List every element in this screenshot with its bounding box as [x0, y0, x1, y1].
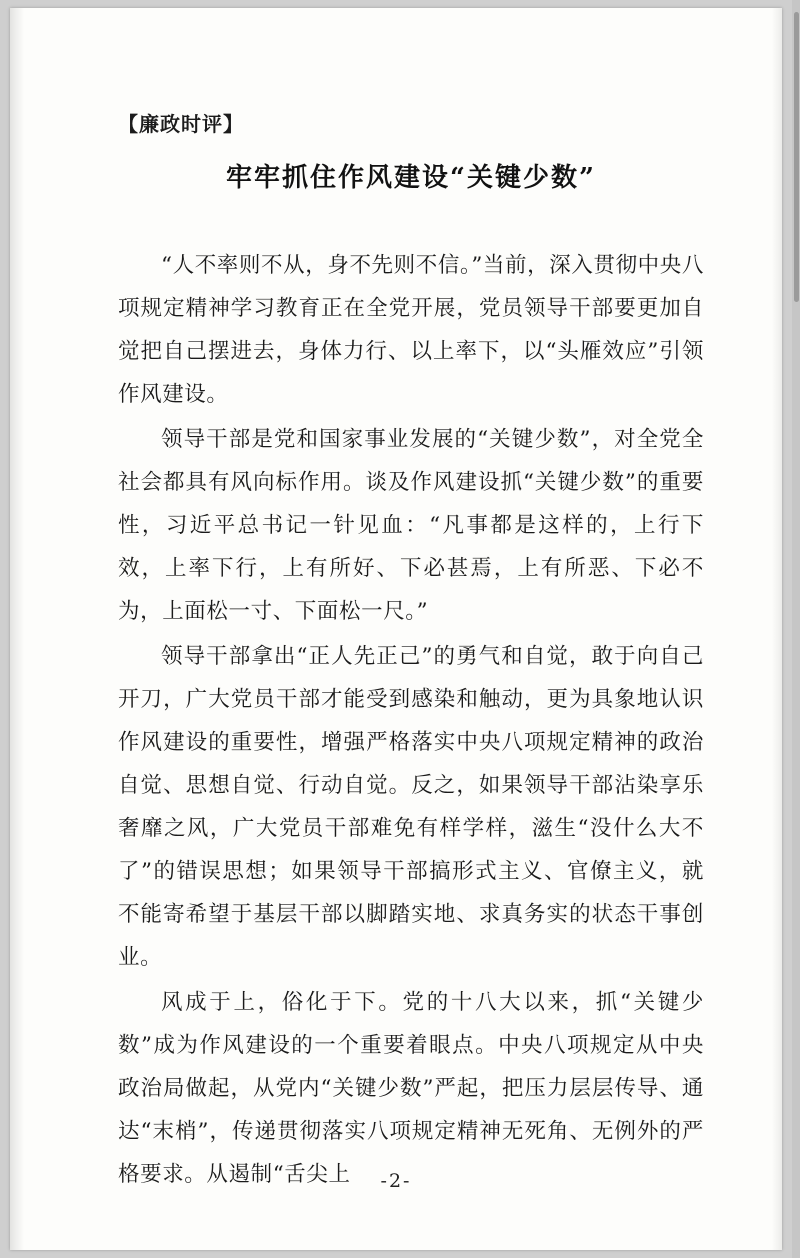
page-content — [10, 8, 782, 1250]
page-number: -2- — [380, 1170, 412, 1192]
vertical-scrollbar[interactable] — [792, 0, 800, 1258]
body-paragraph-2: 领导干部是党和国家事业发展的“关键少数”，对全党全社会都具有风向标作用。谈及作风建设抓“关键少数”的重要性，习近平总书记一针见血：“凡事都是这样的，上行下效，上率下行，上有所好、下必甚焉，上有所恶、下必不为，上面松一寸、下面松一尺。” — [118, 426, 704, 624]
body-paragraph-4: 风成于上，俗化于下。党的十八大以来，抓“关键少数”成为作风建设的一个重要着眼点。中央八项规定从中央政治局做起，从党内“关键少数”严起，把压力层层传导、通达“末梢”，传递贯彻落实八项规定精神无死角、无例外的严格要求。从遏制“舌尖上 — [118, 989, 704, 1187]
category-label: 【廉政时评】 — [118, 112, 244, 136]
document-page — [10, 8, 782, 1250]
body-paragraph-3: 领导干部拿出“正人先正己”的勇气和自觉，敢于向自己开刀，广大党员干部才能受到感染和触动，更为具象地认识作风建设的重要性，增强严格落实中央八项规定精神的政治自觉、思想自觉、行动自觉。反之，如果领导干部沾染享乐奢靡之风，广大党员干部难免有样学样，滋生“没什么大不了”的错误思想；如果领导干部搞形式主义、官僚主义，就不能寄希望于基层干部以脚踏实地、求真务实的状态干事创业。 — [118, 643, 704, 970]
page-title: 牢牢抓住作风建设“关键少数” — [226, 163, 596, 193]
body-paragraph-1: “人不率则不从，身不先则不信。”当前，深入贯彻中央八项规定精神学习教育正在全党开展，党员领导干部要更加自觉把自己摆进去，身体力行、以上率下，以“头雁效应”引领作风建设。 — [118, 252, 704, 407]
vertical-scrollbar-thumb[interactable] — [794, 12, 799, 302]
